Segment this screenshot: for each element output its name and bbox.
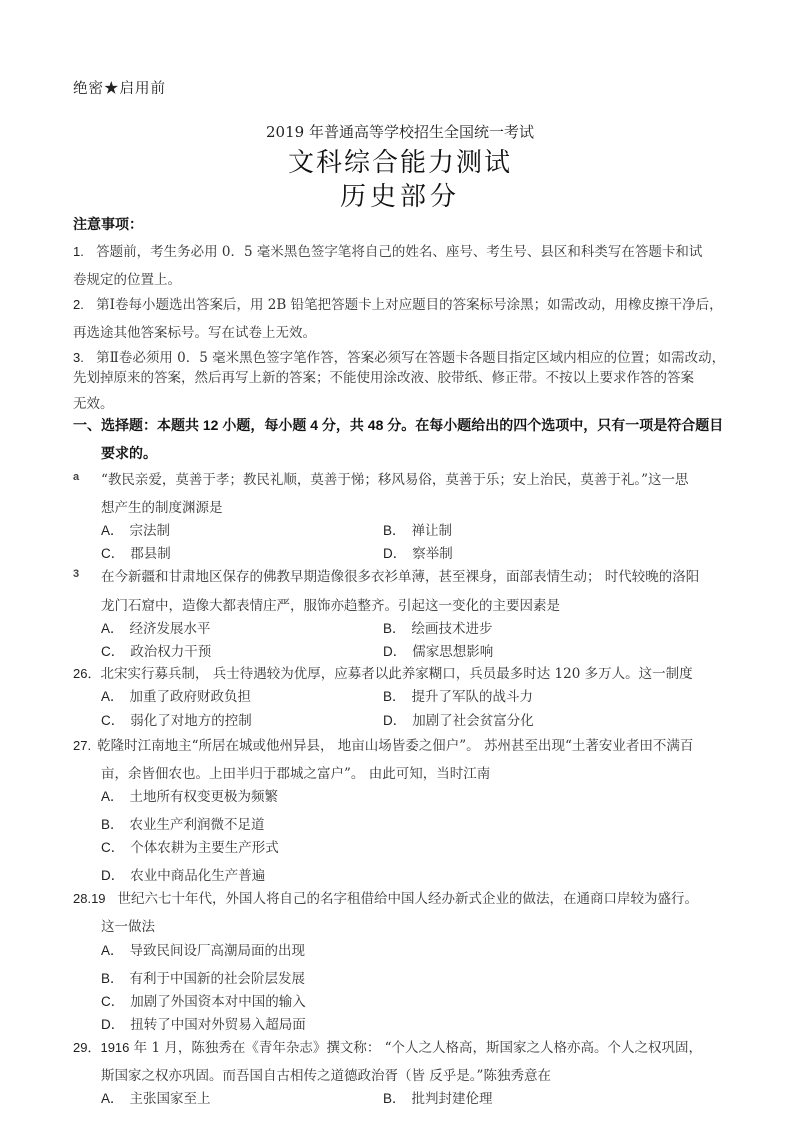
question-stem-line-1: 在今新疆和甘肃地区保存的佛教早期造像很多衣衫单薄，甚至裸身，面部表情生动； 时代较晚的洛阳	[101, 569, 700, 585]
option-text: 经济发展水平	[129, 621, 211, 637]
option-b[interactable]	[101, 813, 265, 833]
option-a[interactable]	[101, 785, 278, 805]
question-stem: 世纪六七十年代，外国人将自己的名字租借给中国人经办新式企业的做法，在通商口岸较为盛行。	[117, 891, 699, 907]
section-heading-line-2: 要求的。	[101, 445, 157, 461]
notes-heading: 注意事项：	[73, 216, 143, 232]
option-a[interactable]	[101, 617, 211, 637]
question-number: 26．	[73, 666, 101, 681]
option-d[interactable]	[383, 542, 453, 562]
option-d[interactable]	[383, 709, 534, 729]
option-letter: B．	[383, 689, 406, 704]
option-letter: C．	[101, 546, 125, 561]
note-3-line-1	[73, 346, 725, 366]
option-text: 加剧了社会贫富分化	[412, 713, 534, 729]
note-3-line-3: 无效。	[73, 396, 114, 412]
option-letter: C．	[101, 713, 125, 728]
confidential-mark: 绝密★启用前	[73, 81, 166, 97]
question-27-stem-line-1	[73, 734, 693, 754]
option-letter: D．	[383, 546, 407, 561]
question-year: 1916	[100, 1040, 130, 1055]
question-26-stem	[73, 662, 693, 682]
option-text: 农业中商品化生产普遍	[130, 868, 266, 884]
option-c[interactable]	[101, 990, 306, 1010]
option-letter: A．	[101, 1091, 124, 1106]
option-letter: A．	[101, 689, 124, 704]
option-letter: A．	[101, 789, 124, 804]
option-text: 有利于中国新的社会阶层发展	[129, 971, 306, 987]
question-number: a	[73, 471, 80, 483]
option-text: 导致民间设厂高潮局面的出现	[129, 943, 306, 959]
option-b[interactable]	[383, 519, 452, 539]
option-letter: D．	[101, 1017, 125, 1032]
option-text: 宗法制	[129, 523, 171, 539]
option-text: 批判封建伦理	[411, 1091, 493, 1107]
note-text: 第Ⅰ卷每小题选出答案后，用 2B 铅笔把答题卡上对应题目的答案标号涂黑；如需改动，用橡皮擦干净后，	[96, 297, 723, 313]
option-letter: D．	[101, 868, 125, 883]
question-number: 28.19	[73, 891, 106, 906]
option-text: 主张国家至上	[129, 1091, 211, 1107]
option-text: 政治权力干预	[130, 644, 212, 660]
option-c[interactable]	[101, 836, 279, 856]
option-b[interactable]	[101, 967, 305, 987]
question-stem: 北宋实行募兵制， 兵士待遇较为优厚，应募者以此养家糊口，兵员最多时达 120 多万人。这一制度	[100, 666, 693, 682]
question-28-stem-line-2: 这一做法	[101, 919, 155, 935]
option-text: 禅让制	[411, 523, 453, 539]
option-text: 加剧了外国资本对中国的输入	[130, 994, 306, 1010]
option-d[interactable]	[383, 640, 493, 660]
option-text: 弱化了对地方的控制	[130, 713, 252, 729]
option-a[interactable]	[101, 1087, 211, 1107]
option-b[interactable]	[383, 1087, 493, 1107]
option-letter: B．	[101, 817, 124, 832]
note-2-line-2: 再选途其他答案标号。写在试卷上无效。	[73, 325, 316, 341]
exam-title: 2019 年普通高等学校招生全国统一考试	[266, 123, 534, 141]
option-text: 儒家思想影响	[412, 644, 494, 660]
option-letter: B．	[383, 523, 406, 538]
option-text: 农业生产利润微不足道	[129, 817, 265, 833]
note-number: 2.	[73, 297, 84, 312]
section-heading-line-1: 一、选择题：本题共 12 小题，每小题 4 分，共 48 分。在每小题给出的四个选项中，只有一项是符合题目	[73, 417, 724, 433]
note-3-line-2: 先划掉原来的答案，然后再写上新的答案；不能使用涂改液、胶带纸、修正带。不按以上要求作答的答案	[73, 370, 694, 386]
question-29-stem-line-2: 斯国家之权亦巩固。而吾国自古相传之道德政治胥（皆 反乎是。”陈独秀意在	[101, 1068, 551, 1084]
option-text: 郡县制	[130, 546, 171, 562]
option-letter: B．	[383, 621, 406, 636]
option-letter: C．	[101, 994, 125, 1009]
question-number: 27.	[73, 738, 92, 753]
option-d[interactable]	[101, 864, 265, 884]
option-letter: A．	[101, 523, 124, 538]
question-stem: 年 1 月，陈独秀在《青年杂志》撰文称： “个人之人格高，斯国家之人格亦高。个人之权巩固，	[129, 1040, 703, 1056]
question-29-stem-line-1	[73, 1036, 702, 1056]
option-b[interactable]	[383, 617, 493, 637]
note-1-line-1	[73, 240, 702, 260]
option-letter: C．	[101, 840, 125, 855]
option-letter: B．	[101, 971, 124, 986]
option-a[interactable]	[101, 939, 305, 959]
option-text: 察举制	[412, 546, 453, 562]
option-letter: A．	[101, 621, 124, 636]
option-c[interactable]	[101, 542, 171, 562]
option-a[interactable]	[101, 685, 251, 705]
option-text: 土地所有权变更极为频繁	[129, 789, 279, 805]
note-1-line-2: 卷规定的位置上。	[73, 272, 181, 288]
option-text: 加重了政府财政负担	[129, 689, 252, 705]
question-number: 29．	[73, 1040, 101, 1055]
question-stem-line-2: 想产生的制度渊源是	[101, 500, 223, 516]
note-number: 3.	[73, 350, 84, 365]
option-letter: D．	[383, 644, 407, 659]
subject-title: 文科综合能力测试	[287, 148, 512, 178]
option-text: 提升了军队的战斗力	[411, 689, 534, 705]
note-text: 答题前，考生务必用 0．5 毫米黑色签字笔将自己的姓名、座号、考生号、县区和科类写在答题卡和试	[96, 244, 703, 260]
option-b[interactable]	[383, 685, 533, 705]
note-text: 第Ⅱ卷必须用 0．5 毫米黑色签字笔作答，答案必须写在答题卡各题目指定区域内相应的位置；如需改动，	[96, 350, 726, 366]
part-title: 历史部分	[339, 182, 460, 212]
note-2-line-1	[73, 293, 723, 313]
option-letter: C．	[101, 644, 125, 659]
question-28-stem-line-1	[73, 887, 698, 907]
option-d[interactable]	[101, 1013, 306, 1033]
note-number: 1.	[73, 244, 84, 259]
question-stem: 乾隆时江南地主“所居在城或他州异县， 地亩山场皆委之佃户”。 苏州甚至出现“土著安业者田不满百	[97, 738, 694, 754]
option-c[interactable]	[101, 709, 252, 729]
option-letter: B．	[383, 1091, 406, 1106]
question-stem-line-2: 龙门石窟中，造像大都表情庄严，服饰亦趋整齐。引起这一变化的主要因素是	[101, 598, 560, 614]
option-text: 个体农耕为主要生产形式	[130, 840, 279, 856]
option-letter: D．	[383, 713, 407, 728]
option-text: 扭转了中国对外贸易入超局面	[130, 1017, 306, 1033]
question-number: 3	[73, 568, 80, 580]
question-stem-line-1: “教民亲爱，莫善于孝；教民礼顺，莫善于悌；移风易俗，莫善于乐；安上治民，莫善于礼。”这一思	[101, 472, 689, 488]
question-27-stem-line-2: 亩，余皆佃农也。上田半归于郡城之富户”。 由此可知，当时江南	[101, 766, 491, 782]
option-a[interactable]	[101, 519, 170, 539]
option-c[interactable]	[101, 640, 211, 660]
option-text: 绘画技术进步	[411, 621, 493, 637]
option-letter: A．	[101, 943, 124, 958]
